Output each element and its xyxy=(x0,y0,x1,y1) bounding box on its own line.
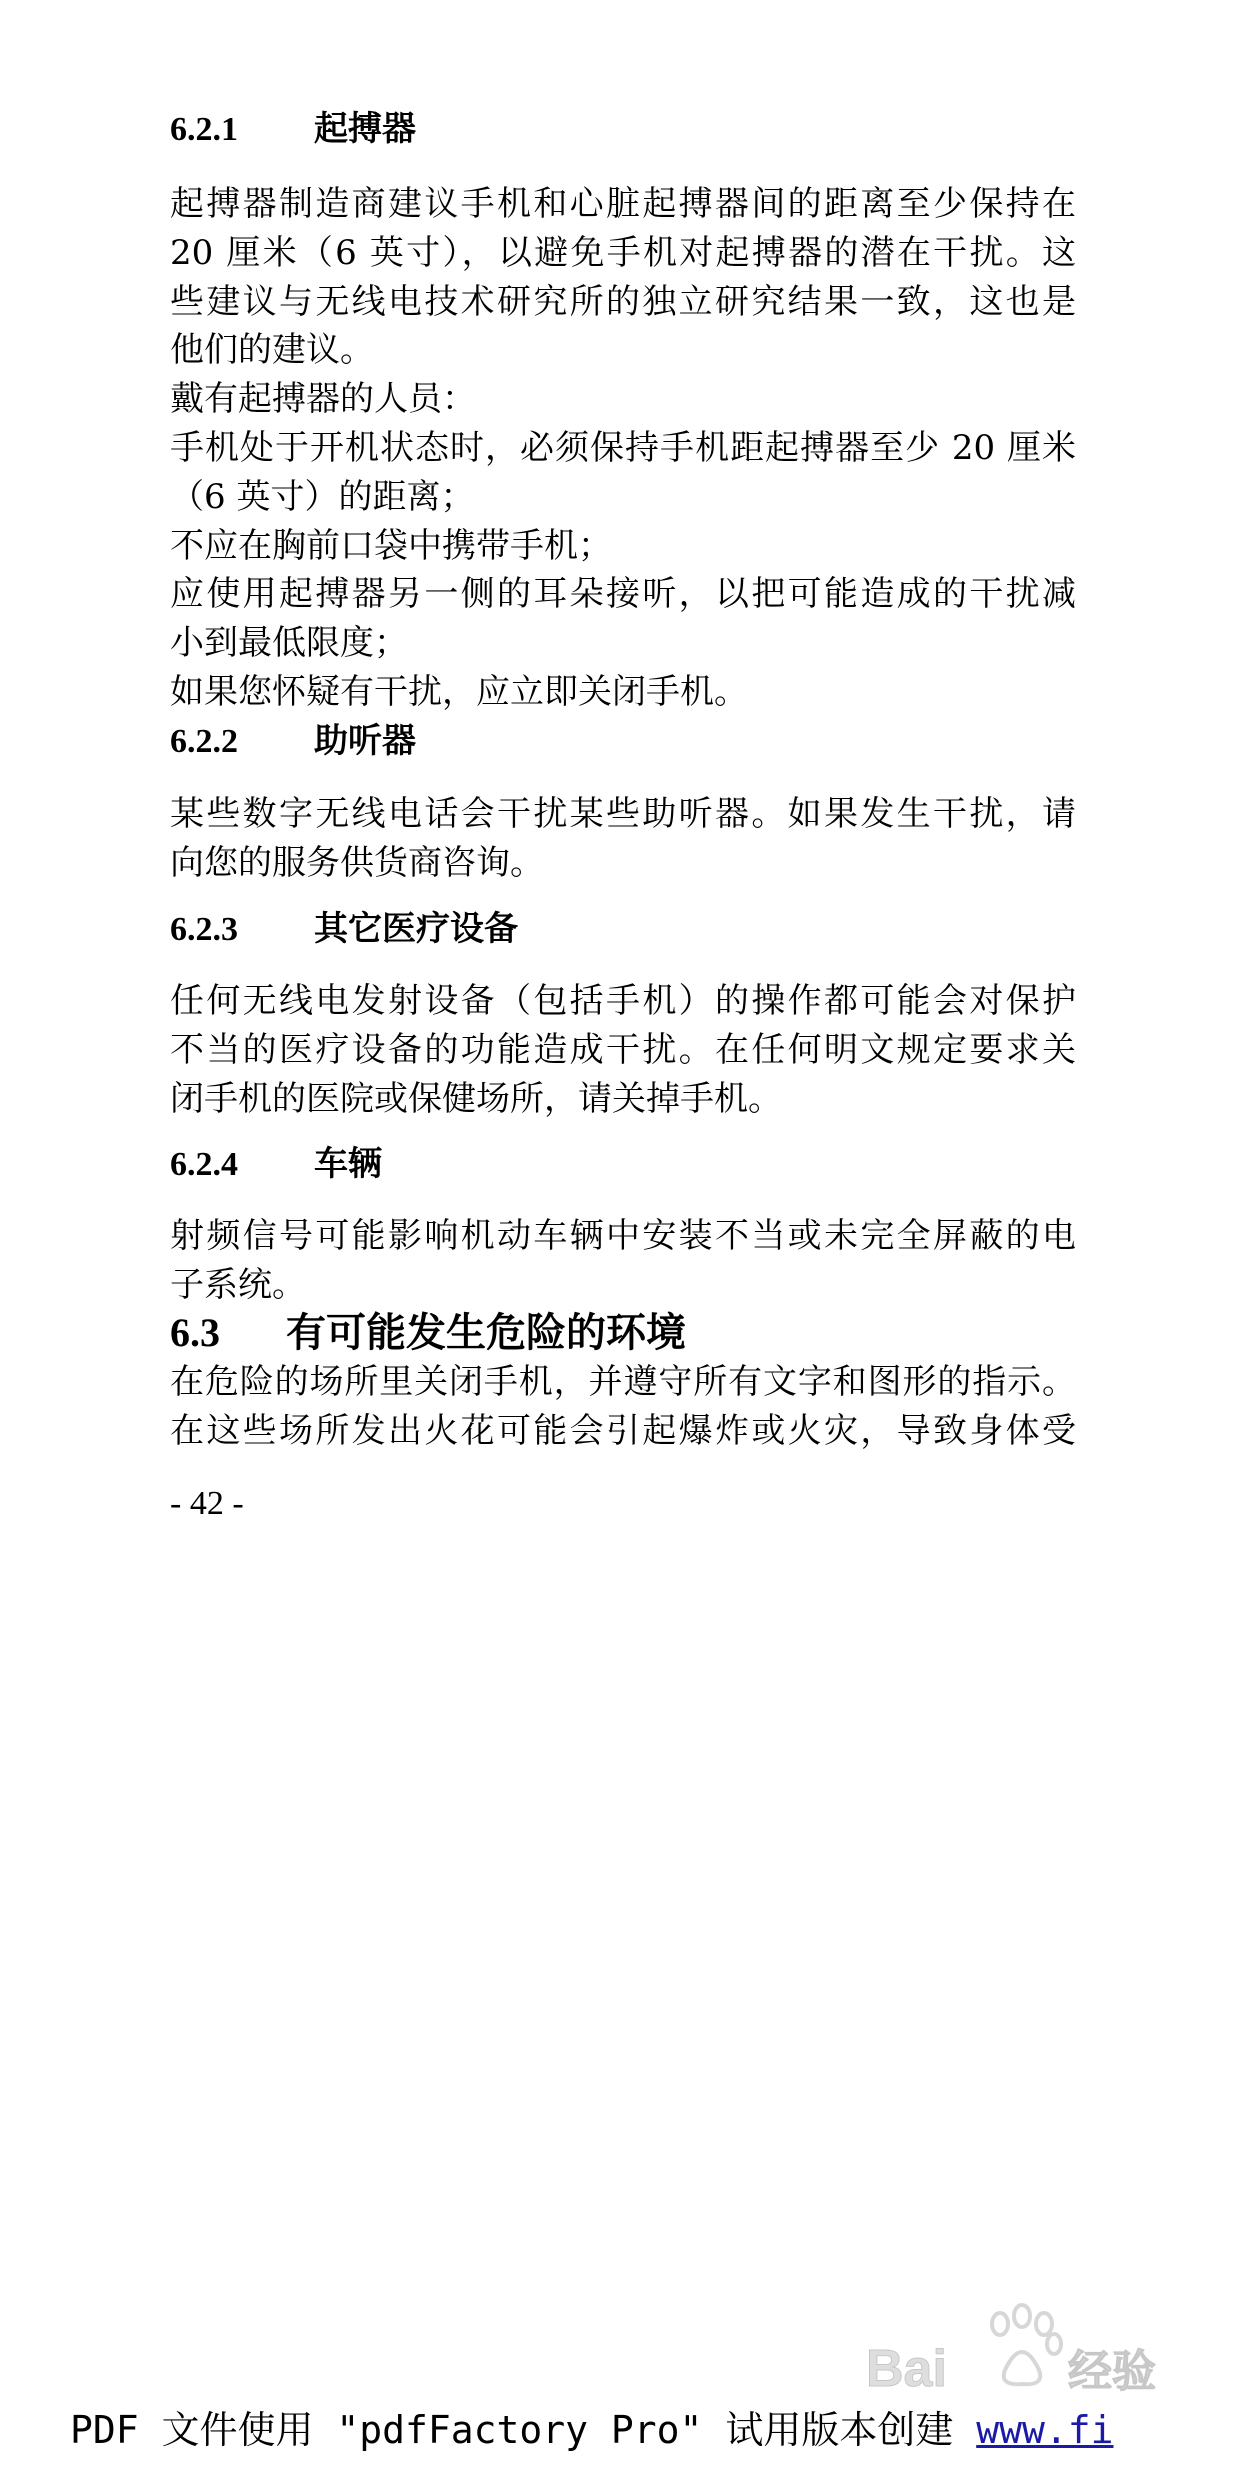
page-number: - 42 - xyxy=(170,1485,244,1522)
section-heading-6-2-4 xyxy=(170,1145,382,1185)
section-heading-6-2-3 xyxy=(170,910,518,950)
section-number: 6.2.3 xyxy=(170,911,238,948)
text-line: 起搏器制造商建议手机和心脏起搏器间的距离至少保持在 xyxy=(170,184,1076,224)
section-number: 6.2.4 xyxy=(170,1146,238,1183)
section-heading-6-3 xyxy=(170,1310,686,1356)
text-line: 闭手机的医院或保健场所，请关掉手机。 xyxy=(170,1078,782,1119)
section-heading-6-2-1 xyxy=(170,110,416,150)
svg-text:经验: 经验 xyxy=(1068,2346,1156,2397)
svg-text:Bai: Bai xyxy=(866,2340,947,2398)
text-line: 射频信号可能影响机动车辆中安装不当或未完全屏蔽的电 xyxy=(170,1216,1076,1256)
text-line: 子系统。 xyxy=(170,1264,306,1305)
text-line: 20 厘米（6 英寸），以避免手机对起搏器的潜在干扰。这 xyxy=(170,232,1076,273)
footer-link[interactable]: www.fi xyxy=(976,2408,1114,2452)
paragraph-vehicles xyxy=(170,1212,1076,1310)
section-title: 助听器 xyxy=(314,723,416,760)
text-line: 不应在胸前口袋中携带手机； xyxy=(170,525,612,566)
text-line: 些建议与无线电技术研究所的独立研究结果一致，这也是 xyxy=(170,281,1076,322)
baidu-watermark-logo xyxy=(860,2300,1190,2410)
text-line: 在危险的场所里关闭手机，并遵守所有文字和图形的指示。 xyxy=(170,1362,1076,1402)
section-heading-6-2-2 xyxy=(170,722,416,762)
section-title: 有可能发生危险的环境 xyxy=(286,1310,686,1355)
section-title: 起搏器 xyxy=(314,111,416,148)
text-line: 应使用起搏器另一侧的耳朵接听，以把可能造成的干扰减 xyxy=(170,574,1076,615)
paragraph-hearing-aid xyxy=(170,790,1076,888)
text-line: 戴有起搏器的人员： xyxy=(170,379,476,420)
text-line: 他们的建议。 xyxy=(170,330,374,371)
text-line: 不当的医疗设备的功能造成干扰。在任何明文规定要求关 xyxy=(170,1029,1076,1070)
text-line: 如果您怀疑有干扰，应立即关闭手机。 xyxy=(170,671,748,712)
section-title: 其它医疗设备 xyxy=(314,911,518,948)
footer-text: PDF 文件使用 "pdfFactory Pro" 试用版本创建 xyxy=(70,2408,977,2452)
text-line: 在这些场所发出火花可能会引起爆炸或火灾，导致身体受 xyxy=(170,1410,1076,1451)
text-line: 某些数字无线电话会干扰某些助听器。如果发生干扰，请 xyxy=(170,794,1076,834)
paragraph-medical-devices xyxy=(170,977,1076,1123)
text-line: 任何无线电发射设备（包括手机）的操作都可能会对保护 xyxy=(170,981,1076,1021)
section-title: 车辆 xyxy=(314,1146,382,1183)
paragraph-pacemaker-intro xyxy=(170,180,1076,717)
text-line: 小到最低限度； xyxy=(170,623,408,664)
text-line: （6 英寸）的距离； xyxy=(170,476,475,517)
section-number: 6.2.1 xyxy=(170,111,238,148)
pdf-factory-footer xyxy=(70,2400,1113,2460)
text-line: 手机处于开机状态时，必须保持手机距起搏器至少 20 厘米 xyxy=(170,427,1076,468)
section-number: 6.2.2 xyxy=(170,723,238,760)
section-number: 6.3 xyxy=(170,1310,220,1355)
text-line: 向您的服务供货商咨询。 xyxy=(170,842,544,883)
paragraph-hazardous-environments xyxy=(170,1358,1076,1456)
